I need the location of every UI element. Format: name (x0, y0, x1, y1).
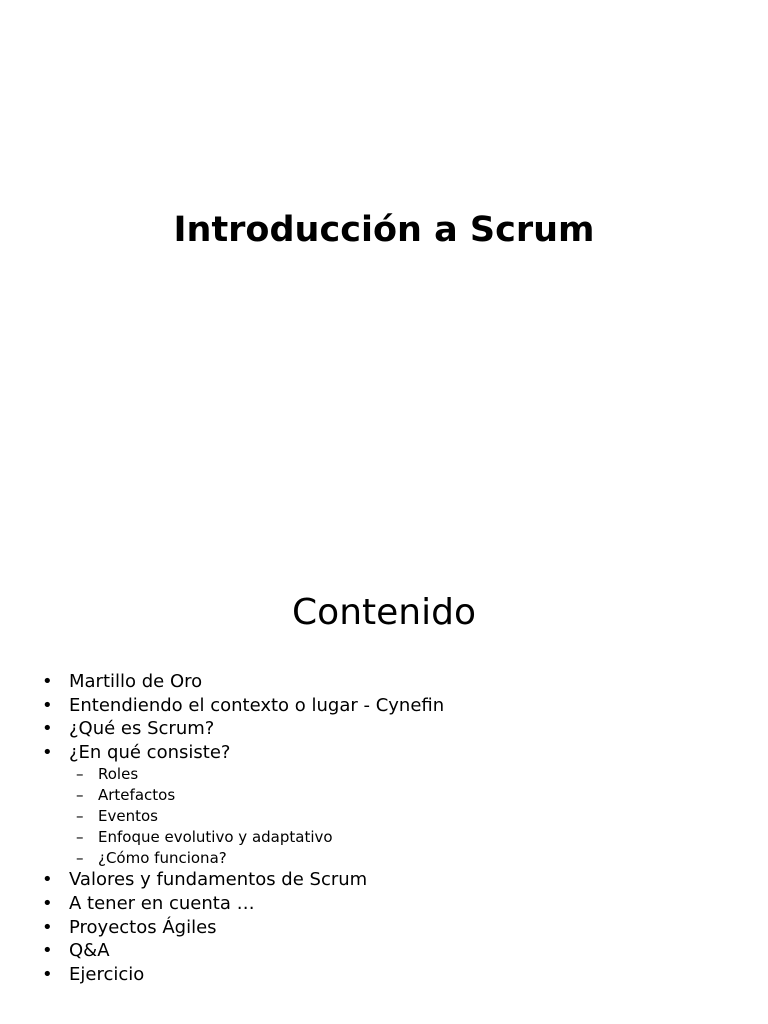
list-item (0, 892, 768, 916)
sub-list-item (0, 827, 768, 848)
list-item-label: ¿En qué consiste? (69, 741, 231, 763)
bullet-icon: • (42, 671, 53, 692)
bullet-icon: • (42, 940, 53, 962)
sub-list-item-label: Roles (98, 765, 139, 784)
list-item-label: Valores y fundamentos de Scrum (69, 869, 368, 891)
list-item (0, 868, 768, 892)
list-item (0, 670, 768, 694)
dash-icon: – (76, 848, 84, 867)
bullet-icon: • (42, 718, 53, 740)
bullet-icon: • (42, 963, 53, 985)
sub-list (0, 764, 768, 868)
bullet-icon: • (42, 741, 53, 763)
dash-icon: – (76, 827, 84, 846)
sub-list-item-label: Artefactos (98, 786, 176, 805)
list-item-label: Martillo de Oro (69, 671, 203, 692)
list-item (0, 916, 768, 940)
sub-list-item (0, 764, 768, 785)
list-item-row (0, 741, 768, 765)
list-item (0, 939, 768, 963)
list-item (0, 717, 768, 741)
list-item (0, 963, 768, 987)
bullet-icon: • (42, 869, 53, 891)
list-item-label: Entendiendo el contexto o lugar - Cynefin (69, 694, 445, 716)
dash-icon: – (76, 786, 84, 805)
sub-list-item-label: Enfoque evolutivo y adaptativo (98, 827, 333, 846)
sub-list-item (0, 848, 768, 869)
dash-icon: – (76, 765, 84, 784)
list-item-label: A tener en cuenta … (69, 892, 255, 914)
sub-list-item (0, 785, 768, 806)
list-item-label: Proyectos Ágiles (69, 916, 217, 938)
list-item-label: ¿Qué es Scrum? (69, 718, 215, 740)
sub-list-item-label: ¿Cómo funciona? (98, 848, 227, 867)
contents-list (0, 670, 768, 986)
bullet-icon: • (42, 694, 53, 716)
sub-list-item (0, 806, 768, 827)
sub-list-item-label: Eventos (98, 806, 158, 825)
list-item (0, 741, 768, 869)
bullet-icon: • (42, 916, 53, 938)
list-item-label: Ejercicio (69, 963, 145, 985)
slide-title: Introducción a Scrum (173, 210, 595, 250)
list-item-label: Q&A (69, 940, 110, 962)
contents-heading: Contenido (292, 592, 476, 633)
bullet-icon: • (42, 892, 53, 914)
list-item (0, 694, 768, 718)
dash-icon: – (76, 806, 84, 825)
